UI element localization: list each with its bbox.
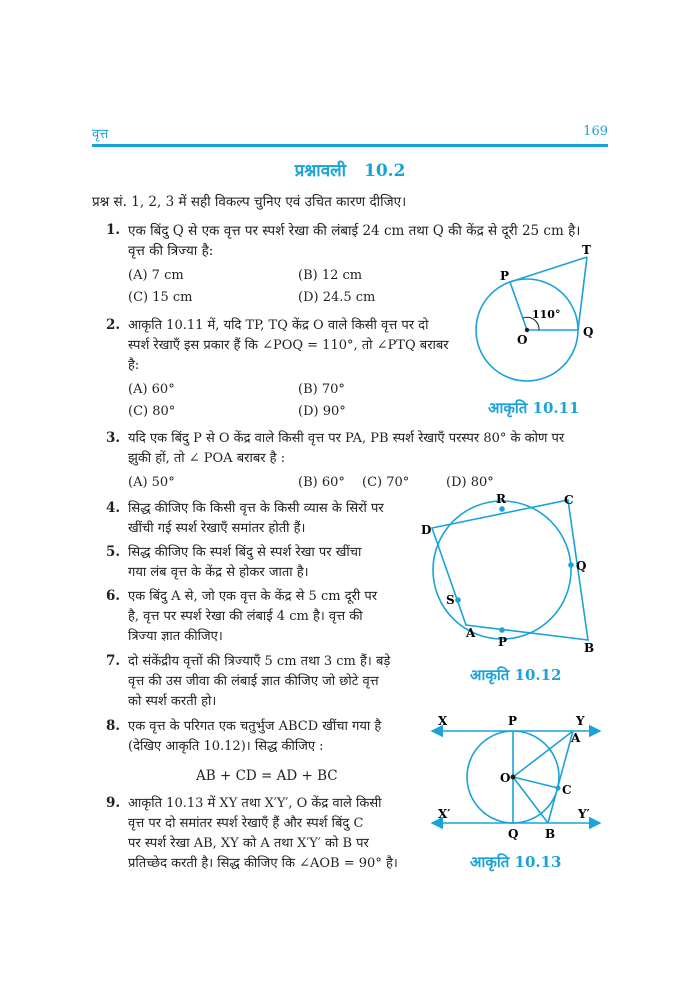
figure-10-11 [470, 240, 610, 400]
q5-number: 5. [106, 544, 121, 560]
fig12-label-c: C [564, 493, 574, 507]
q4-number: 4. [106, 500, 121, 516]
q1-line2: वृत्त की त्रिज्या है: [128, 243, 214, 259]
fig12-label-p: P [498, 635, 508, 649]
instruction: प्रश्न सं. 1, 2, 3 में सही विकल्प चुनिए एवं उचित कारण दीजिए। [92, 194, 407, 210]
q7-line3: को स्पर्श करती हो। [128, 694, 217, 709]
q7-line1: दो संकेंद्रीय वृत्तों की त्रिज्याएँ 5 cm तथा 3 cm हैं। बड़े [128, 654, 391, 669]
fig11-radius-op [510, 282, 527, 330]
q1-option-a: (A) 7 cm [128, 268, 184, 283]
fig13-label-a: A [571, 731, 581, 745]
fig12-point-r [499, 506, 505, 512]
fig11-label-p: P [500, 269, 510, 283]
q9-number: 9. [106, 795, 121, 811]
q2-number: 2. [106, 317, 121, 333]
q3-line1: यदि एक बिंदु P से O केंद्र वाले किसी वृत्त पर PA, PB स्पर्श रेखाएँ परस्पर 80° के कोण पर [128, 431, 565, 446]
q2-option-a: (A) 60° [128, 382, 175, 397]
fig11-label-o: O [517, 333, 528, 347]
fig13-label-c: C [562, 783, 572, 797]
fig12-quadrilateral [432, 500, 588, 640]
q2-line2: स्पर्श रेखाएँ इस प्रकार हैं कि ∠POQ = 110°, तो ∠PTQ बराबर [128, 338, 449, 353]
q6-number: 6. [106, 588, 121, 604]
q5-line2: गया लंब वृत्त के केंद्र से होकर जाता है। [128, 565, 309, 580]
fig11-label-q: Q [583, 325, 594, 339]
fig12-circle [433, 501, 571, 639]
exercise-title [0, 158, 700, 181]
q9-line1: आकृति 10.13 में XY तथा X′Y′, O केंद्र वाले किसी [128, 796, 382, 811]
q2-option-b: (B) 70° [298, 382, 345, 397]
q9-text [128, 794, 418, 874]
fig11-tangent-tp [510, 257, 587, 282]
q2-line1: आकृति 10.11 में, यदि TP, TQ केंद्र O वाले किसी वृत्त पर दो [128, 318, 429, 333]
figure-10-13 [428, 710, 608, 845]
exercise-label: प्रश्नावली [294, 161, 347, 181]
fig13-label-x: X [438, 714, 448, 728]
fig12-label-s: S [446, 593, 455, 607]
fig11-caption: आकृति 10.11 [488, 399, 580, 417]
fig13-caption: आकृति 10.13 [470, 853, 562, 871]
fig13-center-dot [511, 775, 516, 780]
q8-text [128, 717, 418, 757]
fig13-label-x-prime: X′ [438, 807, 451, 821]
q1-option-b: (B) 12 cm [298, 268, 363, 283]
fig13-label-o: O [500, 771, 511, 785]
q9-line3: पर स्पर्श रेखा AB, XY को A तथा X′Y′ को B पर [128, 836, 369, 851]
fig12-label-b: B [584, 641, 595, 655]
q7-number: 7. [106, 653, 121, 669]
fig12-label-q: Q [576, 559, 587, 573]
q2-text [128, 316, 458, 376]
q8-number: 8. [106, 718, 121, 734]
fig11-tangent-tq [578, 257, 587, 330]
q3-option-d: (D) 80° [446, 475, 494, 490]
q1-number: 1. [106, 222, 121, 238]
fig11-center-dot [525, 328, 529, 332]
q8-line1: एक वृत्त के परिगत एक चतुर्भुज ABCD खींचा गया है [128, 719, 382, 734]
header-rule [92, 144, 608, 147]
q6-line1: एक बिंदु A से, जो एक वृत्त के केंद्र से 5 cm दूरी पर [128, 589, 378, 604]
fig12-point-q [568, 562, 574, 568]
fig13-label-b: B [545, 827, 556, 841]
fig13-point-c [556, 786, 561, 791]
q2-line3: है: [128, 358, 140, 373]
q3-text [128, 429, 614, 469]
q1-option-c: (C) 15 cm [128, 290, 193, 305]
q9-line4: प्रतिच्छेद करती है। सिद्ध कीजिए कि ∠AOB = 90° है। [128, 856, 398, 871]
fig11-label-t: T [582, 243, 591, 257]
q7-text [128, 652, 418, 712]
fig13-label-y: Y [576, 714, 585, 728]
q6-line2: है, वृत्त पर स्पर्श रेखा की लंबाई 4 cm है। वृत्त की [128, 609, 363, 624]
fig13-label-p: P [508, 714, 518, 728]
q3-number: 3. [106, 430, 121, 446]
fig13-label-y-prime: Y′ [578, 807, 590, 821]
fig12-caption: आकृति 10.12 [470, 666, 562, 684]
q5-line1: सिद्ध कीजिए कि स्पर्श बिंदु से स्पर्श रेखा पर खींचा [128, 545, 362, 560]
q2-option-d: (D) 90° [298, 404, 346, 419]
fig12-label-a: A [466, 626, 476, 640]
q6-text [128, 587, 418, 647]
q4-line2: खींची गई स्पर्श रेखाएँ समांतर होती हैं। [128, 521, 306, 536]
q8-equation: AB + CD = AD + BC [196, 768, 338, 784]
q5-text [128, 543, 418, 583]
fig13-label-q: Q [508, 827, 519, 841]
q1-option-d: (D) 24.5 cm [298, 290, 376, 305]
fig12-label-r: R [496, 492, 506, 506]
fig13-segment-oa [513, 731, 573, 777]
q2-option-c: (C) 80° [128, 404, 176, 419]
q4-text [128, 499, 418, 539]
fig11-label-angle: 110° [532, 308, 561, 321]
q7-line2: वृत्त की उस जीवा की लंबाई ज्ञात कीजिए जो छोटे वृत्त [128, 674, 379, 689]
page-number: 169 [583, 124, 608, 139]
figure-10-12 [418, 490, 608, 660]
chapter-title: वृत्त [92, 127, 109, 142]
q1-line1: एक बिंदु Q से एक वृत्त पर स्पर्श रेखा की लंबाई 24 cm तथा Q की केंद्र से दूरी 25 cm है। [128, 223, 581, 239]
fig12-point-p [499, 627, 505, 633]
q3-option-c: (C) 70° [362, 475, 410, 490]
fig12-point-s [455, 597, 461, 603]
q9-line2: वृत्त पर दो समांतर स्पर्श रेखाएँ हैं और स्पर्श बिंदु C [128, 816, 364, 831]
q3-line2: झुकी हों, तो ∠ POA बराबर है : [128, 451, 286, 466]
q8-line2: (देखिए आकृति 10.12)। सिद्ध कीजिए : [128, 739, 324, 754]
q6-line3: त्रिज्या ज्ञात कीजिए। [128, 629, 223, 644]
exercise-number: 10.2 [364, 161, 406, 181]
fig13-tangent-ab [548, 731, 573, 823]
q3-option-a: (A) 50° [128, 475, 175, 490]
q3-option-b: (B) 60° [298, 475, 345, 490]
fig12-label-d: D [421, 523, 432, 537]
q4-line1: सिद्ध कीजिए कि किसी वृत्त के किसी व्यास के सिरों पर [128, 501, 384, 516]
